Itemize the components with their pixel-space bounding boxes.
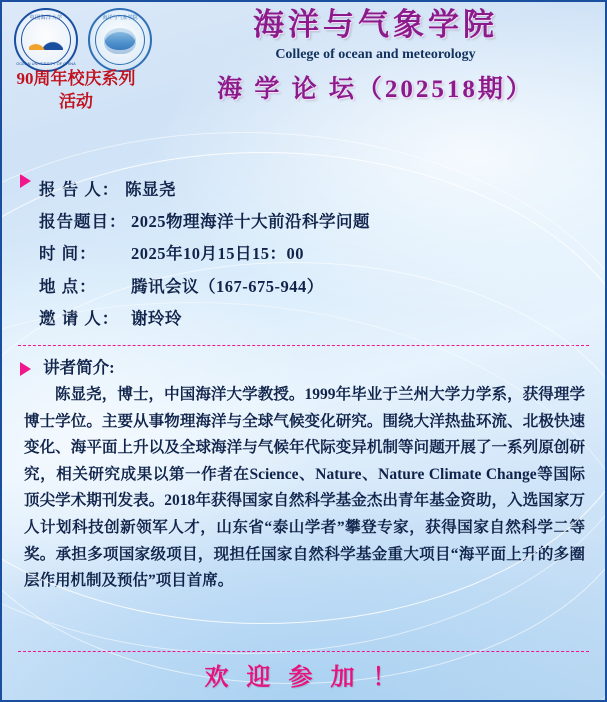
header-titles — [152, 6, 599, 105]
logo-ouc-bottom-text: OCEAN UNIVERSITY OF CHINA — [16, 61, 76, 66]
ouc-university-logo — [14, 8, 78, 72]
place-value: 腾讯会议（167-675-944） — [131, 276, 324, 296]
college-title-cn: 海洋与气象学院 — [253, 7, 498, 42]
speaker-label: 报 告 人： — [39, 180, 120, 199]
welcome-text: 欢 迎 参 加 ！ — [204, 665, 403, 691]
divider-top — [18, 345, 589, 346]
info-row-topic — [20, 206, 605, 238]
college-logo — [88, 8, 152, 72]
time-label: 时 间： — [39, 244, 97, 264]
info-row-time — [20, 238, 605, 270]
lecture-info — [20, 174, 605, 335]
topic-label: 报告题目： — [39, 212, 127, 232]
info-row-host — [20, 303, 605, 335]
triangle-bullet-icon — [20, 174, 31, 188]
logo-ouc-top-text: 中国海洋大学 — [29, 15, 63, 21]
triangle-bullet-icon — [20, 362, 31, 376]
info-row-place — [20, 271, 605, 303]
logo-group — [14, 8, 152, 72]
college-title-en: College of ocean and meteorology — [275, 46, 476, 62]
logo-college-top-text: 海洋与气象学院 — [102, 15, 138, 21]
wave-icon — [29, 32, 63, 50]
speaker-value: 陈显尧 — [125, 180, 176, 199]
anniversary-banner: 90周年校庆系列活动 — [16, 69, 136, 111]
place-label: 地 点： — [39, 276, 97, 296]
divider-bottom — [18, 651, 589, 652]
forum-title: 海 学 论 坛（202518期） — [217, 75, 534, 103]
bio-heading-row — [20, 354, 605, 378]
poster-header — [2, 2, 605, 130]
host-label: 邀 请 人： — [39, 308, 120, 328]
wave-swirl-icon — [104, 28, 136, 54]
bio-text: 陈显尧，博士，中国海洋大学教授。1999年毕业于兰州大学力学系，获得理学博士学位。主要从事物理海洋与全球气候变化研究。围绕大洋热盐环流、北极快速变化、海平面上升以及全球海洋与气候年代际变异机制等问题开展了一系列原创研究，相关研究成果以第一作者在Science、Nature、Nature Climate Change等国际顶尖学术期刊发表。2018年获得国家自然科学基金杰出青年基金资助，入选国家万人计划科技创新领军人才，山东省“泰山学者”攀登专家，获得国家自然科学二等奖。承担多项国家级项目，现担任国家自然科学基金重大项目“海平面上升的多圈层作用机制及预估”项目首席。 — [24, 385, 585, 590]
time-value: 2025年10月15日15：00 — [131, 244, 304, 264]
host-value: 谢玲玲 — [131, 308, 182, 328]
topic-value: 2025物理海洋十大前沿科学问题 — [131, 212, 370, 232]
info-row-speaker — [20, 174, 605, 206]
bio-heading: 讲者简介: — [43, 357, 115, 377]
